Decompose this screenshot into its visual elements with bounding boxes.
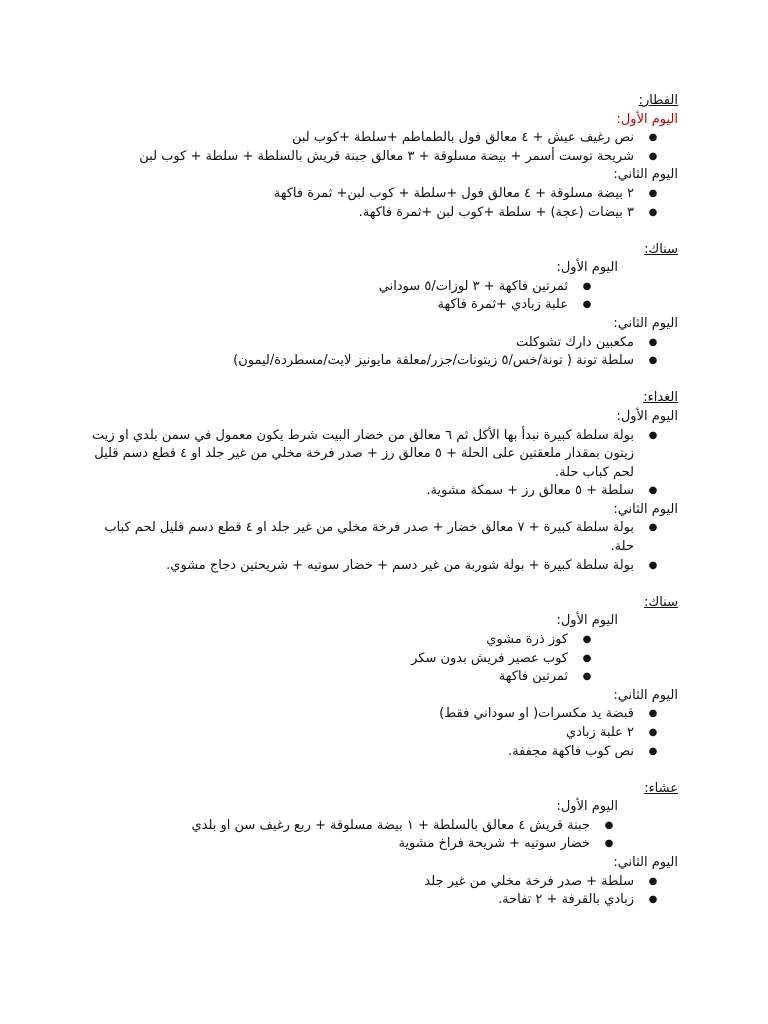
section-snack-2 — [78, 594, 678, 761]
meal-plan — [78, 92, 678, 928]
bullet-icon: ● — [648, 336, 658, 348]
bullet-icon: ● — [648, 187, 658, 199]
list-item: ● بولة سلطة كبيرة + ٧ معالق خضار + صدر فرخة مخلي من غير جلد او ٤ قطع دسم قليل لحم كباب حلة. — [104, 520, 658, 555]
list-item: ● زبادي بالقرفة + ٢ تفاحة. — [78, 891, 678, 910]
bullet-icon: ● — [648, 708, 658, 720]
bullet-icon: ● — [648, 206, 658, 218]
bullet-icon: ● — [648, 745, 658, 757]
list-item: ● كوب عصير فريش بدون سكر — [78, 650, 678, 669]
list-item: ● كوز ذرة مشوي — [78, 631, 678, 650]
list-item: ● سلطة + صدر فرخة مخلي من غير جلد — [78, 873, 678, 892]
list-item: ● شريحة توست أسمر + بيضة مسلوقة + ٣ معالق جبنة قريش بالسلطة + سلطة + كوب لبن — [78, 148, 678, 167]
day-label: اليوم الثاني: — [613, 501, 678, 517]
list-item: ● ثمرتين فاكهة + ٣ لوزات/٥ سوداني — [78, 278, 678, 297]
bullet-icon: ● — [582, 633, 592, 645]
day-label: اليوم الأول: — [556, 799, 618, 815]
list-item: ● بولة سلطة كبيرة + بولة شوربة من غير دسم + خضار سوتيه + شريحتين دجاج مشوي. — [78, 557, 678, 576]
section-snack-1 — [78, 241, 678, 371]
day-label: اليوم الأول: — [616, 111, 678, 127]
section-heading: الفطار: — [638, 93, 678, 108]
list-item: ● ٢ بيضة مسلوقة + ٤ معالق فول +سلطة + كوب لبن+ ثمرة فاكهة — [78, 185, 678, 204]
list-item: ● بولة سلطة كبيرة نبدأ بها الأكل ثم ٦ معالق من خضار البيت شرط يكون معمول في سمن بلدي او زيت زيتون بمقدار ملعقتين على الحلة + ٥ معالق رز + صدر فرخة مخلي من غير جلد او ٤ قطع دسم قليل لحم كباب حلة. — [92, 427, 658, 480]
list-item: ● ثمرتين فاكهة — [78, 668, 678, 687]
bullet-icon: ● — [582, 299, 592, 311]
bullet-icon: ● — [648, 429, 658, 441]
bullet-icon: ● — [648, 875, 658, 887]
list-item: ● ٢ علبة زبادي — [78, 724, 678, 743]
bullet-icon: ● — [648, 485, 658, 497]
list-item: ● مكعبين دارك تشوكلت — [78, 334, 678, 353]
bullet-icon: ● — [648, 132, 658, 144]
list-item: ● جبنة قريش ٤ معالق بالسلطة + ١ بيضة مسلوقة + ربع رغيف سن او بلدي — [78, 817, 678, 836]
bullet-icon: ● — [604, 819, 614, 831]
bullet-icon: ● — [648, 559, 658, 571]
day-label: اليوم الأول: — [616, 408, 678, 424]
bullet-icon: ● — [648, 894, 658, 906]
day-label: اليوم الثاني: — [613, 854, 678, 870]
day-label: اليوم الأول: — [556, 613, 618, 629]
day-label: اليوم الثاني: — [613, 316, 678, 332]
section-heading: عشاء: — [644, 780, 678, 796]
section-lunch — [78, 389, 678, 575]
list-item: ● قبضة يد مكسرات( او سوداني فقط) — [78, 705, 678, 724]
section-heading: سناك: — [644, 594, 678, 610]
section-heading: سناك: — [644, 241, 678, 257]
day-label: اليوم الثاني: — [613, 167, 678, 183]
bullet-icon: ● — [648, 726, 658, 738]
bullet-icon: ● — [582, 280, 592, 292]
day-label: اليوم الأول: — [556, 260, 618, 276]
bullet-icon: ● — [582, 652, 592, 664]
bullet-icon: ● — [648, 355, 658, 367]
list-item: ● نص كوب فاكهة مجففة. — [78, 743, 678, 762]
bullet-icon: ● — [582, 671, 592, 683]
section-breakfast — [78, 92, 678, 222]
list-item: ● خضار سوتيه + شريحة فراخ مشوية — [78, 835, 678, 854]
day-label: اليوم الثاني: — [613, 687, 678, 703]
bullet-icon: ● — [604, 838, 614, 850]
bullet-icon: ● — [648, 150, 658, 162]
bullet-icon: ● — [648, 522, 658, 534]
section-heading: الغداء: — [643, 390, 678, 406]
list-item: ● نص رغيف عيش + ٤ معالق فول بالطماطم +سلطة +كوب لبن — [78, 129, 678, 148]
list-item: ● علبة زبادي +ثمرة فاكهة — [78, 296, 678, 315]
list-item: ● سلطة + ٥ معالق رز + سمكة مشوية. — [78, 482, 678, 501]
list-item: ● سلطة تونة ( تونة/خس/٥ زيتونات/جزر/معلقة مايونيز لايت/مسطردة/ليمون) — [78, 352, 678, 371]
list-item: ● ٣ بيضات (عجة) + سلطة +كوب لبن +ثمرة فاكهة. — [78, 204, 678, 223]
section-dinner — [78, 780, 678, 910]
